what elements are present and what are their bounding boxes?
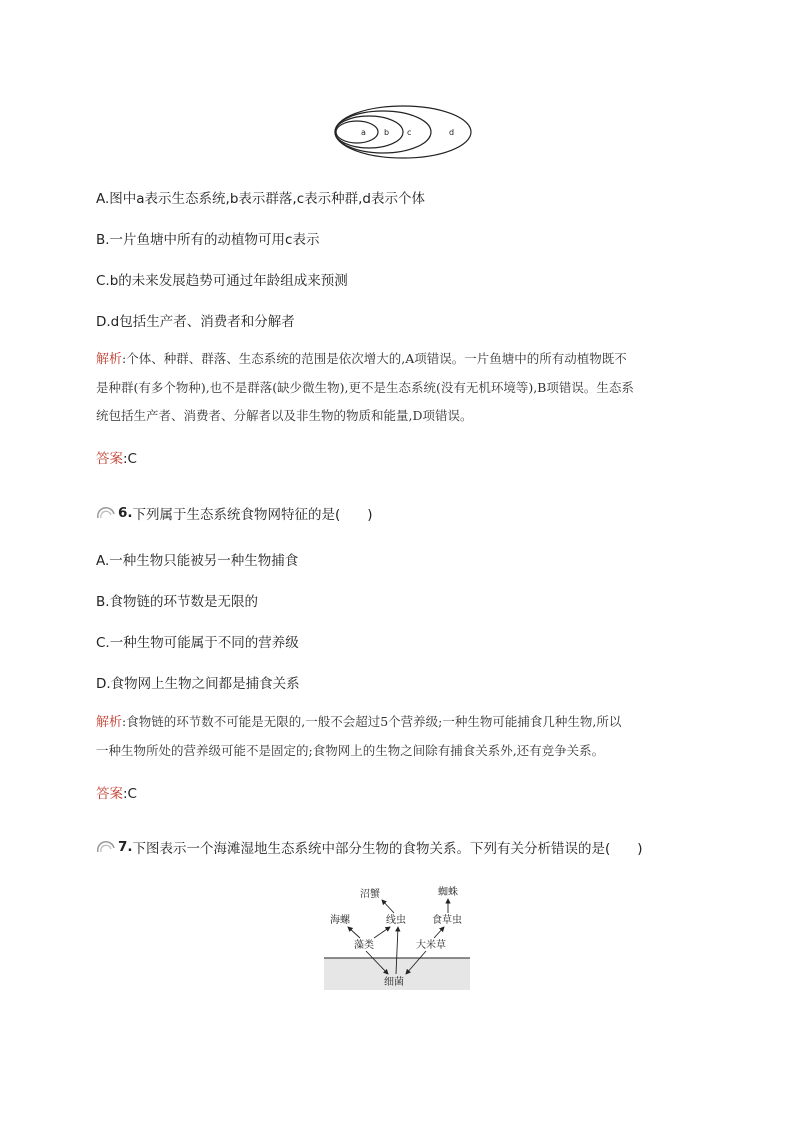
arrow-zaolei-xianchong	[374, 927, 390, 938]
arrow-damicao-shicaochong	[434, 927, 444, 938]
arrow-xianchong-zhaoxie	[382, 900, 394, 913]
answer-label: 答案	[96, 786, 123, 802]
ellipse-label-a: a	[361, 128, 366, 137]
explanation-label: 解析	[96, 715, 123, 730]
question-marker-icon	[96, 506, 116, 520]
q6-option-d: D.食物网上生物之间都是捕食关系	[96, 676, 300, 692]
q5-explanation-line-2: 是种群(有多个物种),也不是群落(缺少微生物),更不是生态系统(没有无机环境等),B项错误。生态系	[96, 380, 634, 395]
q6-explanation-line-2: 一种生物所处的营养级可能不是固定的;食物网上的生物之间除有捕食关系外,还有竞争关系。	[96, 743, 605, 758]
q6-title	[96, 503, 373, 523]
organism-zhizhu: 蜘蛛	[438, 887, 458, 898]
organism-damicao: 大米草	[416, 940, 446, 951]
explanation-label: 解析	[96, 352, 123, 367]
q5-option-d: D.d包括生产者、消费者和分解者	[96, 314, 295, 330]
organism-hailuo: 海螺	[330, 915, 350, 926]
answer-value: :C	[123, 451, 137, 467]
q5-explanation-line-3: 统包括生产者、消费者、分解者以及非生物的物质和能量,D项错误。	[96, 408, 473, 423]
q5-option-c: C.b的未来发展趋势可通过年龄组成来预测	[96, 273, 348, 289]
ellipse-label-c: c	[407, 128, 412, 137]
q5-explanation	[96, 345, 700, 430]
q5-option-b: B.一片鱼塘中所有的动植物可用c表示	[96, 232, 320, 248]
nested-ellipse-diagram	[333, 105, 473, 161]
food-web-diagram	[322, 880, 472, 992]
question-number: 7.	[118, 839, 133, 855]
organism-xijun: 细菌	[384, 977, 404, 988]
question-text: 下图表示一个海滩湿地生态系统中部分生物的食物关系。下列有关分析错误的是( )	[132, 841, 643, 857]
q5-answer	[96, 447, 137, 467]
q7-title	[96, 837, 643, 857]
arrow-zaolei-hailuo	[348, 927, 360, 938]
q5-option-a: A.图中a表示生态系统,b表示群落,c表示种群,d表示个体	[96, 191, 425, 207]
organism-shicaochong: 食草虫	[432, 915, 462, 926]
organism-xianchong: 线虫	[386, 915, 406, 926]
ellipse-label-b: b	[384, 128, 390, 137]
question-text: 下列属于生态系统食物网特征的是( )	[132, 507, 373, 523]
answer-label: 答案	[96, 451, 123, 467]
q6-option-a: A.一种生物只能被另一种生物捕食	[96, 553, 299, 569]
organism-zhaoxie: 沼蟹	[360, 889, 380, 900]
q6-explanation	[96, 708, 700, 765]
q6-option-b: B.食物链的环节数是无限的	[96, 594, 259, 610]
question-marker-icon	[96, 840, 116, 854]
q6-answer	[96, 782, 137, 802]
question-number: 6.	[118, 505, 133, 521]
q6-explanation-line-1: 解析:食物链的环节数不可能是无限的,一般不会超过5个营养级;一种生物可能捕食几种生物,所以	[96, 714, 622, 730]
answer-value: :C	[123, 786, 137, 802]
organism-zaolei: 藻类	[354, 940, 374, 951]
q6-option-c: C.一种生物可能属于不同的营养级	[96, 635, 299, 651]
q5-explanation-line-1: 解析:个体、种群、群落、生态系统的范围是依次增大的,A项错误。一片鱼塘中的所有动植物既不	[96, 351, 627, 367]
ellipse-label-d: d	[449, 128, 455, 137]
